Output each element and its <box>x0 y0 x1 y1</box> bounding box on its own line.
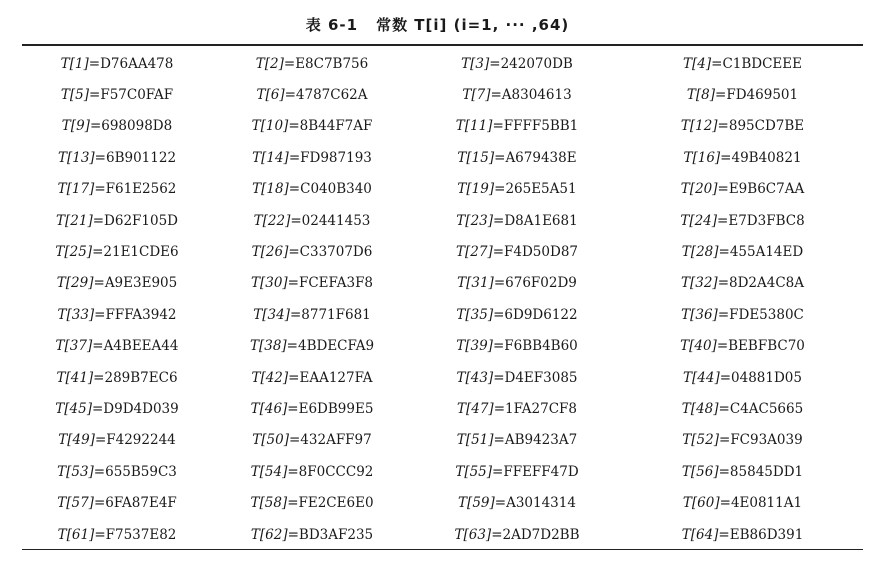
equals-sign: = <box>91 400 104 417</box>
cell-value: C4AC5665 <box>729 400 804 417</box>
table-cell <box>622 331 863 362</box>
table-cell <box>212 456 412 487</box>
equals-sign: = <box>288 432 301 449</box>
cell-label: T[64] <box>681 526 719 543</box>
cell-label: T[5] <box>60 87 90 104</box>
cell-label: T[24] <box>680 212 718 229</box>
equals-sign: = <box>717 275 729 292</box>
cell-label: T[32] <box>680 275 718 292</box>
equals-sign: = <box>717 306 730 323</box>
equals-sign: = <box>88 55 101 72</box>
cell-value: D9D4D039 <box>103 400 179 417</box>
equals-sign: = <box>717 212 729 229</box>
cell-label: T[61] <box>57 526 95 543</box>
cell-label: T[4] <box>682 55 712 72</box>
equals-sign: = <box>493 275 506 292</box>
cell-label: T[59] <box>458 495 495 512</box>
equals-sign: = <box>494 149 506 166</box>
cell-value: F7537E82 <box>105 526 177 543</box>
cell-value: 8B44F7AF <box>299 118 373 135</box>
equals-sign: = <box>719 432 731 449</box>
equals-sign: = <box>287 495 299 512</box>
cell-value: AB9423A7 <box>504 432 578 449</box>
table-cell <box>22 425 212 456</box>
table-cell <box>622 268 863 299</box>
cell-value: 8771F681 <box>301 306 371 323</box>
table-cell <box>22 142 212 173</box>
equals-sign: = <box>288 149 301 166</box>
cell-label: T[15] <box>457 149 495 166</box>
cell-value: E7D3FBC8 <box>728 212 805 229</box>
cell-value: FD469501 <box>726 87 799 104</box>
table-cell <box>622 393 863 424</box>
cell-label: T[51] <box>456 432 494 449</box>
cell-label: T[2] <box>255 55 284 72</box>
cell-value: F6BB4B60 <box>504 338 578 355</box>
cell-value: E8C7B756 <box>295 55 369 72</box>
equals-sign: = <box>492 338 505 355</box>
cell-value: 895CD7BE <box>728 118 805 135</box>
table-cell <box>412 48 622 79</box>
equals-sign: = <box>718 526 730 543</box>
cell-label: T[34] <box>253 306 290 323</box>
table-cell <box>212 174 412 205</box>
table-cell <box>212 487 412 518</box>
cell-label: T[60] <box>682 495 720 512</box>
equals-sign: = <box>94 181 106 198</box>
table-cell <box>22 236 212 267</box>
table-cell <box>412 111 622 142</box>
cell-value: E6DB99E5 <box>298 400 374 417</box>
cell-label: T[47] <box>456 400 494 417</box>
equals-sign: = <box>92 244 104 261</box>
equals-sign: = <box>718 463 730 480</box>
cell-value: 85845DD1 <box>729 463 804 480</box>
table-cell <box>22 299 212 330</box>
equals-sign: = <box>717 118 729 135</box>
cell-label: T[29] <box>56 275 94 292</box>
table-cell <box>22 111 212 142</box>
table-cell <box>212 111 412 142</box>
cell-value: C040B340 <box>300 181 372 198</box>
cell-value: A4BEEA44 <box>103 338 179 355</box>
cell-value: F57C0FAF <box>100 87 174 104</box>
table-top-rule <box>22 44 863 46</box>
table-cell <box>412 425 622 456</box>
equals-sign: = <box>288 118 300 135</box>
cell-label: T[19] <box>457 181 495 198</box>
cell-value: FD987193 <box>300 149 372 166</box>
cell-label: T[49] <box>58 432 95 449</box>
cell-value: 289B7EC6 <box>104 369 178 386</box>
cell-label: T[55] <box>455 463 493 480</box>
table-bottom-rule <box>22 549 863 550</box>
cell-value: 49B40821 <box>731 149 802 166</box>
cell-label: T[12] <box>680 118 718 135</box>
table-cell <box>412 142 622 173</box>
cell-value: D8A1E681 <box>504 212 578 229</box>
cell-label: T[16] <box>683 149 721 166</box>
cell-value: 1FA27CF8 <box>505 400 578 417</box>
equals-sign: = <box>94 149 106 166</box>
table-cell <box>22 331 212 362</box>
cell-label: T[53] <box>57 463 94 480</box>
table-cell <box>412 299 622 330</box>
table-cell <box>622 79 863 110</box>
cell-value: BEBFBC70 <box>728 338 805 355</box>
cell-label: T[42] <box>251 369 289 386</box>
equals-sign: = <box>94 526 106 543</box>
equals-sign: = <box>493 369 505 386</box>
cell-label: T[48] <box>681 400 719 417</box>
table-cell <box>412 268 622 299</box>
table-cell <box>412 79 622 110</box>
cell-label: T[57] <box>57 495 94 512</box>
equals-sign: = <box>287 526 299 543</box>
cell-label: T[25] <box>55 244 93 261</box>
cell-value: 02441453 <box>301 212 371 229</box>
table-cell <box>212 236 412 267</box>
cell-value: A3014314 <box>506 495 576 512</box>
cell-label: T[50] <box>252 432 289 449</box>
cell-label: T[41] <box>56 369 94 386</box>
equals-sign: = <box>492 463 504 480</box>
cell-value: 6FA87E4F <box>105 495 177 512</box>
cell-label: T[54] <box>250 463 288 480</box>
equals-sign: = <box>93 275 105 292</box>
table-cell <box>622 362 863 393</box>
cell-label: T[6] <box>256 87 285 104</box>
cell-value: 6B901122 <box>105 149 177 166</box>
cell-label: T[10] <box>251 118 289 135</box>
table-cell <box>412 174 622 205</box>
table-cell <box>212 205 412 236</box>
cell-label: T[38] <box>249 338 287 355</box>
table-cell <box>212 362 412 393</box>
cell-label: T[11] <box>455 118 493 135</box>
cell-value: 676F02D9 <box>505 275 577 292</box>
table-cell <box>412 393 622 424</box>
table-cell <box>212 268 412 299</box>
table-number: 表 6-1 <box>305 16 359 34</box>
equals-sign: = <box>717 181 729 198</box>
cell-value: FC93A039 <box>730 432 803 449</box>
cell-label: T[36] <box>681 306 718 323</box>
equals-sign: = <box>93 495 106 512</box>
table-cell <box>622 487 863 518</box>
cell-value: C33707D6 <box>299 244 373 261</box>
table-title: 常数 T[i] (i=1, ··· ,64) <box>376 16 570 34</box>
equals-sign: = <box>92 212 105 229</box>
equals-sign: = <box>93 369 105 386</box>
cell-label: T[45] <box>55 400 92 417</box>
equals-sign: = <box>492 118 504 135</box>
cell-label: T[52] <box>682 432 719 449</box>
equals-sign: = <box>94 306 106 323</box>
cell-value: A9E3E905 <box>104 275 178 292</box>
cell-value: 4BDECFA9 <box>297 338 375 355</box>
cell-label: T[21] <box>56 212 93 229</box>
cell-label: T[63] <box>454 526 492 543</box>
cell-value: D62F105D <box>104 212 178 229</box>
cell-value: 8D2A4C8A <box>729 275 805 292</box>
cell-value: 4787C62A <box>295 87 368 104</box>
table-cell <box>212 393 412 424</box>
cell-label: T[3] <box>461 55 490 72</box>
table-cell <box>622 174 863 205</box>
cell-value: 6D9D6122 <box>504 306 578 323</box>
cell-value: 2AD7D2BB <box>502 526 580 543</box>
cell-label: T[43] <box>456 369 494 386</box>
cell-value: D4EF3085 <box>504 369 578 386</box>
table-cell <box>622 205 863 236</box>
cell-value: FFEFF47D <box>503 463 579 480</box>
cell-label: T[46] <box>250 400 288 417</box>
cell-value: 455A14ED <box>729 244 804 261</box>
equals-sign: = <box>288 181 301 198</box>
cell-value: D76AA478 <box>100 55 174 72</box>
equals-sign: = <box>491 526 503 543</box>
equals-sign: = <box>493 212 505 229</box>
equals-sign: = <box>718 400 730 417</box>
cell-value: 4E0811A1 <box>730 495 803 512</box>
table-cell <box>22 174 212 205</box>
cell-value: 432AFF97 <box>300 432 372 449</box>
table-cell <box>22 393 212 424</box>
table-cell <box>22 205 212 236</box>
cell-label: T[20] <box>680 181 718 198</box>
table-cell <box>412 362 622 393</box>
table-cell <box>22 362 212 393</box>
cell-value: 265E5A51 <box>505 181 577 198</box>
equals-sign: = <box>719 369 732 386</box>
cell-value: FCEFA3F8 <box>298 275 374 292</box>
table-cell <box>622 299 863 330</box>
table-cell <box>622 142 863 173</box>
cell-value: 242070DB <box>500 55 573 72</box>
cell-value: 21E1CDE6 <box>103 244 179 261</box>
equals-sign: = <box>711 55 723 72</box>
cell-label: T[39] <box>456 338 493 355</box>
cell-label: T[18] <box>252 181 289 198</box>
cell-label: T[17] <box>57 181 95 198</box>
cell-label: T[9] <box>61 118 90 135</box>
table-cell <box>212 425 412 456</box>
cell-label: T[30] <box>250 275 288 292</box>
table-cell <box>212 519 412 550</box>
equals-sign: = <box>489 55 501 72</box>
cell-value: F4D50D87 <box>504 244 578 261</box>
cell-label: T[23] <box>456 212 494 229</box>
table-cell <box>412 205 622 236</box>
cell-label: T[62] <box>250 526 288 543</box>
cell-value: FE2CE6E0 <box>298 495 374 512</box>
table-cell <box>212 299 412 330</box>
equals-sign: = <box>719 495 731 512</box>
equals-sign: = <box>492 244 505 261</box>
cell-label: T[44] <box>683 369 720 386</box>
table-cell <box>622 48 863 79</box>
equals-sign: = <box>288 244 300 261</box>
equals-sign: = <box>89 87 101 104</box>
table-caption <box>0 14 875 35</box>
equals-sign: = <box>287 463 299 480</box>
table-cell <box>622 519 863 550</box>
cell-value: FFFA3942 <box>105 306 177 323</box>
cell-label: T[40] <box>680 338 717 355</box>
cell-value: A679438E <box>505 149 577 166</box>
cell-label: T[27] <box>456 244 493 261</box>
equals-sign: = <box>93 463 106 480</box>
cell-value: EAA127FA <box>299 369 373 386</box>
cell-value: 8F0CCC92 <box>298 463 374 480</box>
cell-label: T[22] <box>253 212 291 229</box>
table-cell <box>212 331 412 362</box>
equals-sign: = <box>490 87 502 104</box>
table-cell <box>22 268 212 299</box>
cell-label: T[1] <box>60 55 89 72</box>
table-cell <box>412 236 622 267</box>
equals-sign: = <box>715 87 727 104</box>
cell-value: E9B6C7AA <box>728 181 805 198</box>
table-cell <box>412 487 622 518</box>
cell-value: F4292244 <box>106 432 176 449</box>
cell-label: T[14] <box>252 149 289 166</box>
equals-sign: = <box>288 369 300 386</box>
cell-value: A8304613 <box>501 87 572 104</box>
table-cell <box>22 48 212 79</box>
equals-sign: = <box>290 212 302 229</box>
equals-sign: = <box>283 55 296 72</box>
equals-sign: = <box>494 495 507 512</box>
table-cell <box>212 48 412 79</box>
cell-value: FDE5380C <box>729 306 804 323</box>
equals-sign: = <box>89 118 102 135</box>
cell-value: F61E2562 <box>105 181 177 198</box>
cell-label: T[58] <box>250 495 288 512</box>
equals-sign: = <box>92 338 104 355</box>
cell-label: T[33] <box>57 306 95 323</box>
cell-value: FFFF5BB1 <box>503 118 579 135</box>
table-cell <box>22 487 212 518</box>
table-cell <box>212 79 412 110</box>
table-cell <box>622 236 863 267</box>
table-cell <box>412 519 622 550</box>
equals-sign: = <box>718 244 730 261</box>
table-cell <box>22 79 212 110</box>
table-cell <box>22 456 212 487</box>
equals-sign: = <box>287 400 299 417</box>
equals-sign: = <box>289 306 302 323</box>
table-cell <box>622 456 863 487</box>
equals-sign: = <box>716 338 729 355</box>
cell-value: 655B59C3 <box>105 463 177 480</box>
constants-table <box>22 48 863 550</box>
cell-label: T[28] <box>681 244 719 261</box>
cell-value: 698098D8 <box>101 118 173 135</box>
table-cell <box>412 331 622 362</box>
equals-sign: = <box>493 306 505 323</box>
table-cell <box>412 456 622 487</box>
cell-label: T[31] <box>457 275 494 292</box>
equals-sign: = <box>287 275 299 292</box>
cell-label: T[8] <box>686 87 716 104</box>
table-cell <box>22 519 212 550</box>
cell-value: 04881D05 <box>731 369 802 386</box>
cell-value: EB86D391 <box>729 526 804 543</box>
cell-label: T[35] <box>456 306 494 323</box>
equals-sign: = <box>493 432 505 449</box>
equals-sign: = <box>284 87 296 104</box>
table-cell <box>622 111 863 142</box>
cell-value: C1BDCEEE <box>722 55 802 72</box>
cell-label: T[56] <box>681 463 719 480</box>
equals-sign: = <box>286 338 298 355</box>
table-cell <box>212 142 412 173</box>
equals-sign: = <box>494 181 506 198</box>
equals-sign: = <box>720 149 732 166</box>
equals-sign: = <box>493 400 506 417</box>
cell-label: T[7] <box>462 87 491 104</box>
cell-label: T[13] <box>57 149 95 166</box>
cell-label: T[37] <box>55 338 93 355</box>
equals-sign: = <box>94 432 107 449</box>
cell-value: BD3AF235 <box>298 526 374 543</box>
table-cell <box>622 425 863 456</box>
cell-label: T[26] <box>251 244 289 261</box>
